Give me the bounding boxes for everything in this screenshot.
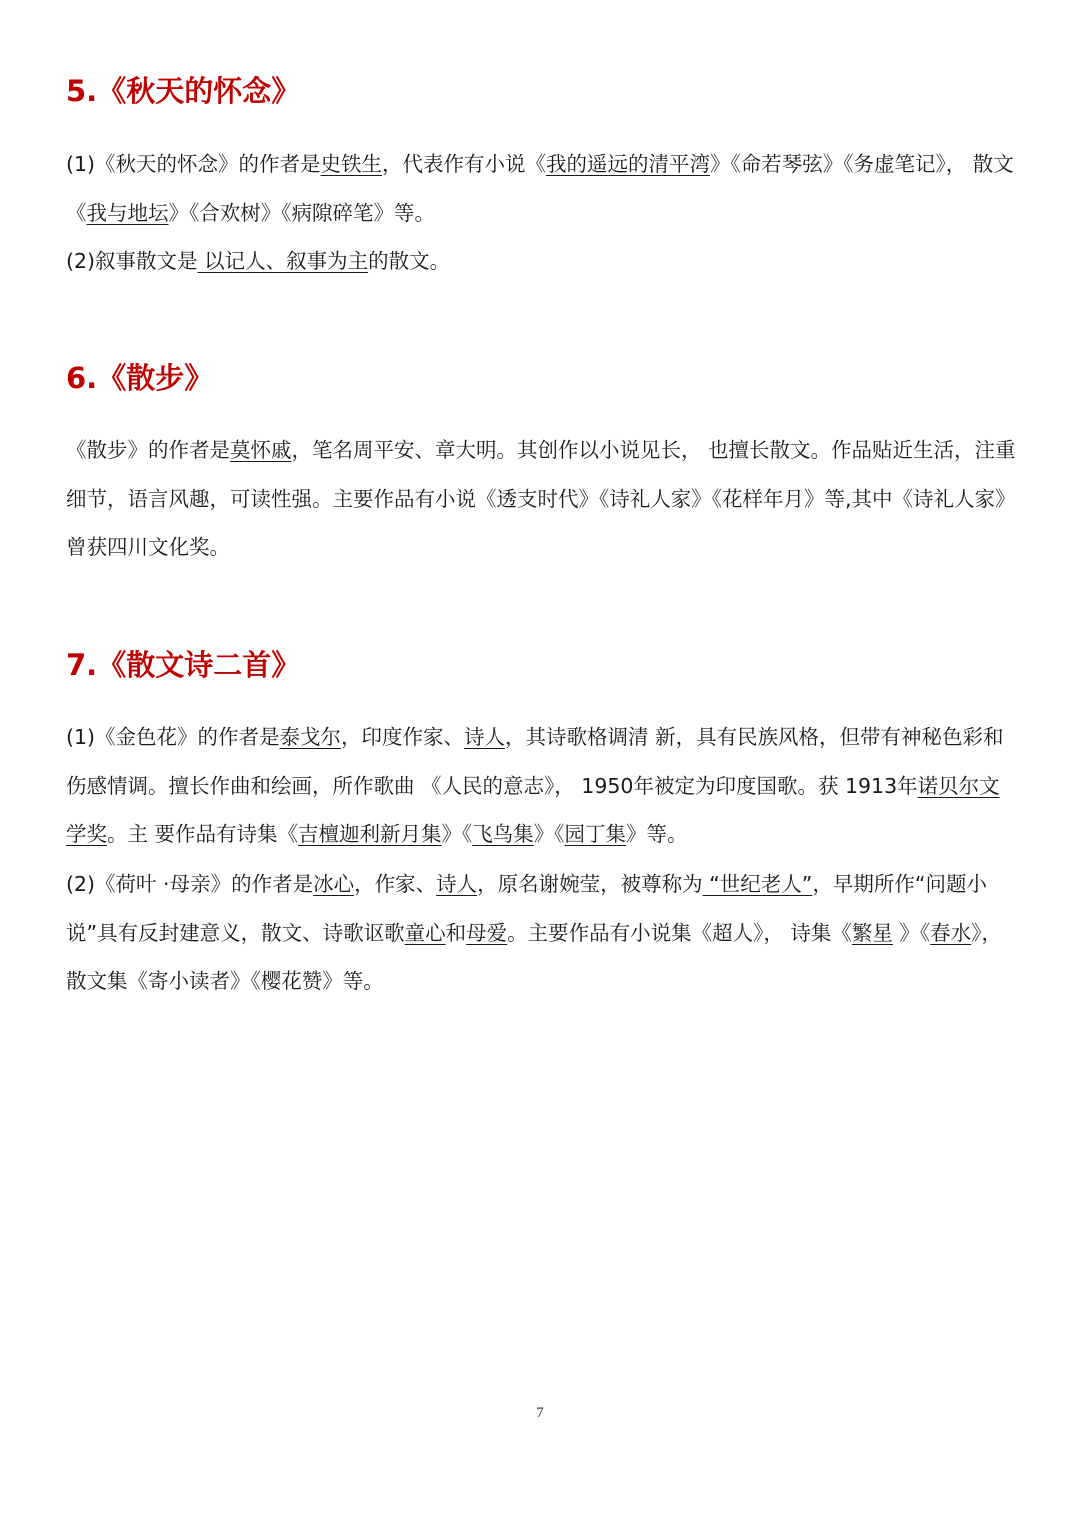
underlined-answer: 诗人 bbox=[436, 872, 478, 896]
underlined-answer: 冰心 bbox=[313, 872, 355, 896]
section-heading: 7.《散文诗二首》 bbox=[66, 648, 301, 682]
underlined-answer: 繁星 bbox=[851, 920, 893, 945]
underlined-answer: 我的遥远的清平湾 bbox=[546, 152, 711, 176]
section-heading: 5.《秋天的怀念》 bbox=[66, 74, 301, 108]
underlined-answer: 莫怀戚 bbox=[230, 438, 292, 462]
underlined-answer: 泰戈尔 bbox=[279, 725, 342, 749]
section-heading: 6.《散步》 bbox=[66, 361, 214, 395]
underlined-answer: 史铁生 bbox=[320, 152, 383, 176]
underlined-answer: 诗人 bbox=[464, 725, 506, 749]
underlined-answer: 园丁集 bbox=[564, 822, 627, 846]
underlined-answer: 母爱 bbox=[466, 920, 508, 945]
page-number: 7 bbox=[536, 1405, 544, 1421]
paragraph: (2)叙事散文是 以记人、叙事为主的散文。 bbox=[66, 249, 451, 273]
underlined-answer: 吉檀迦利新月集 bbox=[298, 822, 442, 846]
paragraph: (1)《金色花》的作者是泰戈尔，印度作家、诗人，其诗歌格调清 新，具有民族风格，但带有神秘色彩和伤感情调。擅长作曲和绘画，所作歌曲 《人民的意志》， 1950年被定为印度国歌。获 1913年诺贝尔文学奖。主 要作品有诗集《吉檀迦利新月集》《飞鸟集》《园丁集》等。 bbox=[66, 725, 1004, 846]
underlined-answer: 飞鸟集 bbox=[472, 822, 534, 846]
underlined-answer: 春水 bbox=[930, 920, 972, 945]
paragraph: (1)《秋天的怀念》的作者是史铁生，代表作有小说《我的遥远的清平湾》《命若琴弦》《务虚笔记》， 散文《我与地坛》《合欢树》《病隙碎笔》等。 bbox=[66, 152, 1014, 225]
paragraph: (2)《荷叶 ·母亲》的作者是冰心，作家、诗人，原名谢婉莹，被尊称为 “世纪老人”，早期所作“问题小说”具有反封建意义，散文、诗歌讴歌童心和母爱。主要作品有小说集《超人》， 诗集《繁星 》《春水》， 散文集《寄小读者》《樱花赞》等。 bbox=[66, 872, 1002, 993]
underlined-answer: 我与地坛 bbox=[86, 200, 169, 225]
underlined-answer: 诺贝尔文学奖 bbox=[66, 773, 1000, 846]
underlined-answer: “世纪老人” bbox=[702, 872, 813, 896]
paragraph: 《散步》的作者是莫怀戚，笔名周平安、章大明。其创作以小说见长， 也擅长散文。作品贴近生活，注重细节，语言风趣，可读性强。主要作品有小说《透支时代》《诗礼人家》《花样年月》等,其中《诗礼人家》曾获四川文化奖。 bbox=[66, 438, 1016, 559]
underlined-answer: 童心 bbox=[404, 920, 446, 945]
underlined-answer: 以记人、叙事为主 bbox=[197, 249, 369, 273]
